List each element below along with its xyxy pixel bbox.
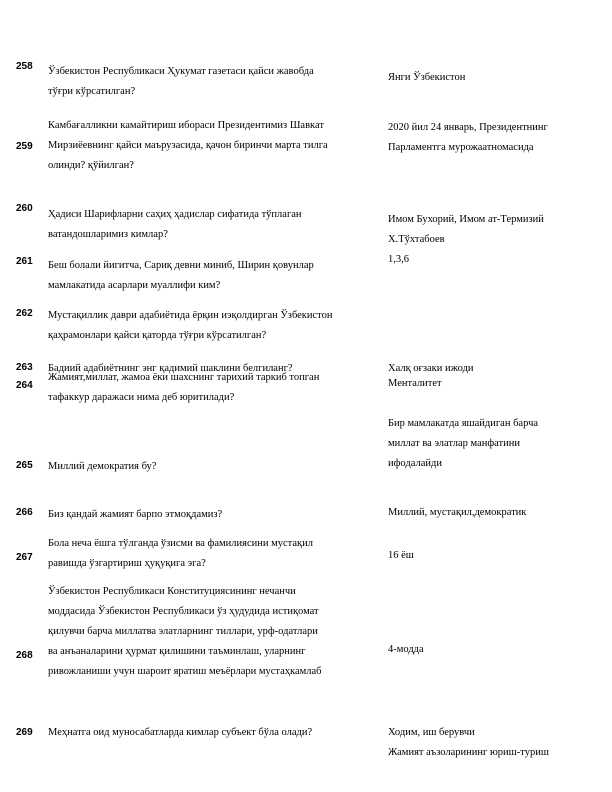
- question-line: тўғри кўрсатилган?: [48, 85, 136, 97]
- answer-text: [388, 503, 612, 523]
- question-line: ва анъаналарини ҳурмат қилишини таъминлаш, уларнинг: [48, 645, 306, 657]
- answer-line: 1,3,6: [388, 254, 409, 265]
- question-number: 261: [16, 256, 33, 267]
- answer-line: миллат ва элатлар манфатини: [388, 437, 520, 449]
- answer-line: Имом Бухорий, Имом ат-Термизий: [388, 214, 544, 225]
- question-line: Ҳадиси Шарифларни саҳиҳ ҳадислар сифатида тўплаган: [48, 209, 302, 220]
- question-line: тафаккур даражаси нима деб юритилади?: [48, 391, 235, 403]
- question-line: Камбағалликни камайтириш ибораси Президентимиз Шавкат: [48, 120, 324, 131]
- answer-text: [388, 68, 612, 88]
- answer-text: [388, 250, 612, 270]
- question-number: 264: [16, 380, 33, 391]
- answer-line: Менталитет: [388, 378, 442, 389]
- question-line: Мустақиллик даври адабиётида ёрқин иэқолдирган Ўзбекистон: [48, 310, 333, 321]
- question-line: Бадиий адабиётнинг энг қадимий шаклини белгиланг?: [48, 363, 293, 374]
- question-text: [48, 205, 378, 245]
- answer-line: 2020 йил 24 январь, Президентнинг: [388, 122, 548, 133]
- answer-line: Янги Ўзбекистон: [388, 72, 466, 83]
- answer-line: Жамият аъзоларининг юриш-туриш: [388, 746, 549, 758]
- answer-line: Миллий, мустақил,демократик: [388, 507, 527, 518]
- question-line: Беш болали йигитча, Сариқ девни миниб, Ширин қовунлар: [48, 260, 314, 271]
- question-text: [48, 534, 378, 574]
- question-number: 265: [16, 460, 33, 471]
- question-number: 258: [16, 61, 33, 72]
- question-text: [48, 306, 378, 346]
- question-text: [48, 62, 378, 102]
- question-number: 263: [16, 362, 33, 373]
- question-text: [48, 505, 378, 525]
- question-text: [48, 256, 378, 296]
- answer-line: 16 ёш: [388, 550, 414, 561]
- question-number: 268: [16, 650, 33, 661]
- question-line: Бола неча ёшга тўлганда ўзисми ва фамилиясини мустақил: [48, 538, 314, 549]
- question-text: [48, 116, 378, 176]
- question-number: 260: [16, 203, 33, 214]
- question-line: Меҳнатга оид муносабатларда кимлар субъект бўла олади?: [48, 727, 313, 738]
- answer-text: [388, 546, 612, 566]
- question-line: равишда ўзгартириш ҳуқуқига эга?: [48, 557, 206, 569]
- question-line: қилувчи барча миллатва элатларнинг тиллари, урф-одатлари: [48, 625, 318, 637]
- question-number: 259: [16, 141, 33, 152]
- question-line: Ўзбекистон Республикаси Ҳукумат газетаси қайси жавобда: [48, 66, 314, 77]
- answer-line: Х.Тўхтабоев: [388, 233, 445, 245]
- question-line: Биз қандай жамият барпо этмоқдамиз?: [48, 509, 223, 520]
- answer-line: Ходим, иш берувчи: [388, 727, 475, 738]
- answer-line: Халқ оғзаки ижоди: [388, 363, 474, 374]
- question-text: [48, 457, 378, 477]
- question-line: ватандошларимиз кимлар?: [48, 228, 168, 240]
- answer-line: Парламентга мурожаатномасида: [388, 141, 534, 153]
- answer-line: 4-модда: [388, 644, 424, 655]
- answer-line: Бир мамлакатда яшайдиган барча: [388, 418, 539, 429]
- question-line: қаҳрамонлари қайси қаторда тўғри кўрсатилган?: [48, 329, 267, 341]
- question-line: ривожланиши учун шароит яратиш меъёрлари мустаҳкамлаб: [48, 665, 322, 677]
- question-line: моддасида Ўзбекистон Республикаси ўз ҳудудида истиқомат: [48, 605, 319, 617]
- answer-text: [388, 640, 612, 660]
- question-text: [48, 723, 378, 743]
- answer-text: [388, 414, 612, 474]
- question-line: Жамият,миллат, жамоа ёки шахснинг тарихий таркиб топган: [48, 372, 320, 383]
- question-text: [48, 368, 378, 408]
- question-line: Миллий демократия бу?: [48, 461, 157, 472]
- answer-line: ифодалайди: [388, 457, 442, 469]
- question-line: Мирзиёевнинг қайси маърузасида, қачон биринчи марта тилга: [48, 139, 328, 151]
- question-line: олинди? қўйилган?: [48, 159, 134, 171]
- question-number: 262: [16, 308, 33, 319]
- question-line: Ўзбекистон Республикаси Конституциясининг нечанчи: [48, 586, 296, 597]
- question-number: 269: [16, 727, 33, 738]
- answer-text: [388, 723, 612, 763]
- answer-text: [388, 210, 612, 250]
- answer-text: [388, 374, 612, 394]
- answer-text: [388, 118, 612, 158]
- question-line: мамлакатида асарлари муаллифи ким?: [48, 279, 221, 291]
- question-number: 266: [16, 507, 33, 518]
- question-text: [48, 582, 378, 682]
- question-number: 267: [16, 552, 33, 563]
